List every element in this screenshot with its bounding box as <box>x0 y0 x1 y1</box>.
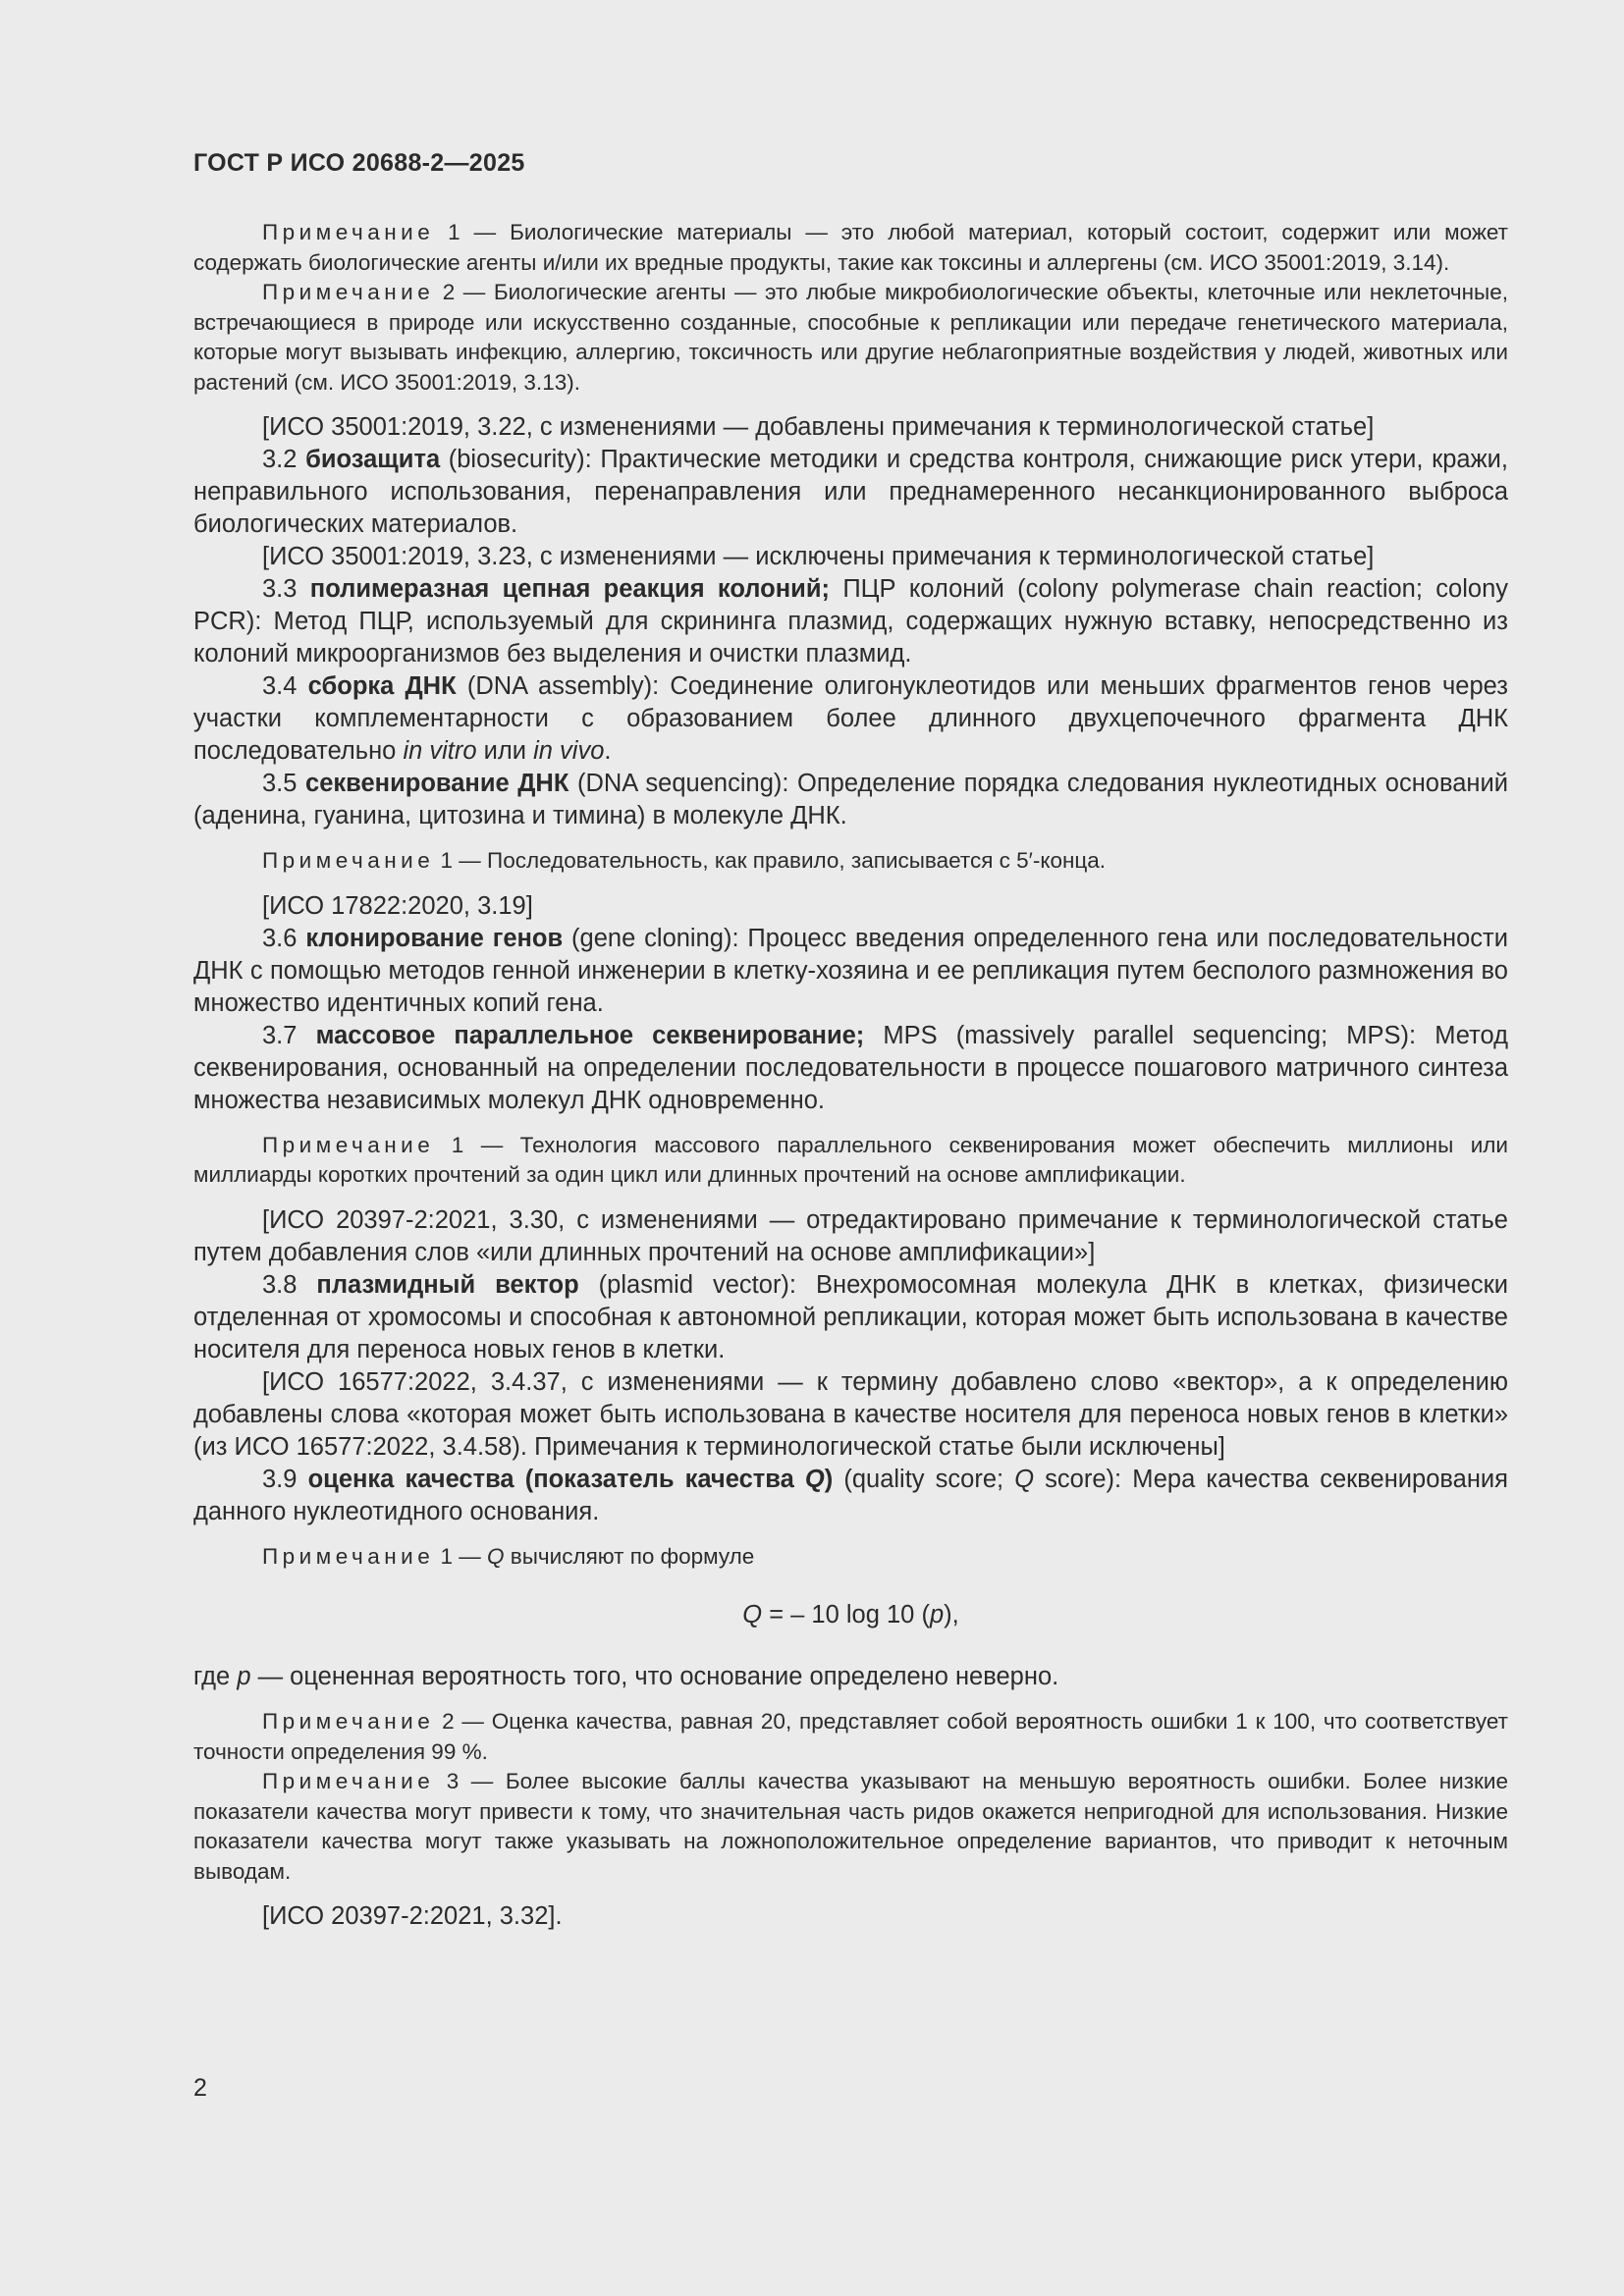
note-1: Примечание 1 — Биологические материалы — это любой материал, который состоит, содержит или может содержать биологические агенты и/или их вредные продукты, такие как токсины и аллергены (см. ИСО 35001:2019, 3.14). <box>193 220 1508 275</box>
note-3-9-2: Примечание 2 — Оценка качества, равная 20, представляет собой вероятность ошибки 1 к 100, что соответствует точности определения 99 %. <box>193 1709 1508 1764</box>
term-3-5: 3.5 секвенирование ДНК (DNA sequencing): Определение порядка следования нуклеотидных оснований (аденина, гуанина, цитозина и тимина) в молекуле ДНК. <box>193 770 1508 829</box>
term-name: оценка качества (показатель качества Q) <box>307 1465 834 1493</box>
note-label: Примечание <box>262 220 435 244</box>
term-3-7: 3.7 массовое параллельное секвенирование; MPS (massively parallel sequencing; MPS): Метод секвенирования, основанный на определении последовательности в процессе пошагового матричного синтеза множества независимых молекул ДНК одновременно. <box>193 1021 1508 1114</box>
term-3-6: 3.6 клонирование генов (gene cloning): Процесс введения определенного гена или последовательности ДНК с помощью методов генной инженерии в клетку-хозяина и ее репликация путем бесполого размножения во множество идентичных копий гена. <box>193 924 1508 1017</box>
term-name: секвенирование ДНК <box>305 770 569 797</box>
document-header: ГОСТ Р ИСО 20688-2—2025 <box>193 149 525 177</box>
term-name: биозащита <box>305 446 441 473</box>
term-name: полимеразная цепная реакция колоний; <box>309 575 830 603</box>
note-3-5: Примечание 1 — Последовательность, как правило, записывается с 5′-конца. <box>262 848 1107 873</box>
note-label: Примечание <box>262 280 435 304</box>
document-body <box>193 218 1508 1933</box>
formula: Q = – 10 log 10 (p), <box>742 1601 959 1629</box>
note-label: Примечание <box>262 1132 435 1157</box>
term-3-3: 3.3 полимеразная цепная реакция колоний; ПЦР колоний (colony polymerase chain reaction; colony PCR): Метод ПЦР, используемый для скрининга плазмид, содержащих нужную вставку, непосредственно из колоний микроорганизмов без выделения и очистки плазмид. <box>193 575 1508 667</box>
note-label: Примечание <box>262 848 435 873</box>
note-3-7: Примечание 1 — Технология массового параллельного секвенирования может обеспечить миллионы или миллиарды коротких прочтений за один цикл или длинных прочтений на основе амплификации. <box>193 1132 1508 1187</box>
source-reference: [ИСО 35001:2019, 3.23, с изменениями — исключены примечания к терминологической статье] <box>262 543 1375 570</box>
term-3-4: 3.4 сборка ДНК (DNA assembly): Соединение олигонуклеотидов или меньших фрагментов генов через участки комплементарности с образованием более длинного двухцепочечного фрагмента ДНК последовательно in vitro или in vivo. <box>193 672 1508 765</box>
page-number: 2 <box>193 2074 207 2102</box>
term-3-8: 3.8 плазмидный вектор (plasmid vector): Внехромосомная молекула ДНК в клетках, физически отделенная от хромосомы и способная к автономной репликации, которая может быть использована в качестве носителя для переноса новых генов в клетки. <box>193 1270 1508 1363</box>
note-3-9-1: Примечание 1 — Q вычисляют по формуле <box>262 1543 755 1569</box>
note-label: Примечание <box>262 1543 435 1569</box>
term-3-9: 3.9 оценка качества (показатель качества Q) (quality score; Q score): Мера качества секвенирования данного нуклеотидного основания. <box>193 1465 1508 1525</box>
source-reference: [ИСО 17822:2020, 3.19] <box>262 891 533 920</box>
term-name: клонирование генов <box>305 924 564 952</box>
term-name: массовое параллельное секвенирование; <box>315 1021 865 1049</box>
note-3-9-3: Примечание 3 — Более высокие баллы качества указывают на меньшую вероятность ошибки. Более низкие показатели качества могут привести к тому, что значительная часть ридов окажется непригодной для использования. Низкие показатели качества могут также указывать на ложноположительное определение вариантов, что приводит к неточным выводам. <box>193 1769 1508 1884</box>
note-label: Примечание <box>262 1769 435 1793</box>
term-name: плазмидный вектор <box>316 1270 579 1299</box>
note-label: Примечание <box>262 1709 435 1734</box>
source-reference: [ИСО 16577:2022, 3.4.37, с изменениями — к термину добавлено слово «вектор», а к определению добавлены слова «которая может быть использована в качестве носителя для переноса новых генов в клетки» (из ИСО 16577:2022, 3.4.58). Примечания к терминологической статье были исключены] <box>193 1367 1508 1461</box>
source-reference: [ИСО 35001:2019, 3.22, с изменениями — добавлены примечания к терминологической статье] <box>262 413 1375 441</box>
term-3-2: 3.2 биозащита (biosecurity): Практические методики и средства контроля, снижающие риск утери, кражи, неправильного использования, перенаправления или преднамеренного несанкционированного выброса биологических материалов. <box>193 446 1508 538</box>
note-2: Примечание 2 — Биологические агенты — это любые микробиологические объекты, клеточные или неклеточные, встречающиеся в природе или искусственно созданные, способные к репликации или передаче генетического материала, которые могут вызывать инфекцию, аллергию, токсичность или другие неблагоприятные воздействия у людей, животных или растений (см. ИСО 35001:2019, 3.13). <box>193 280 1508 395</box>
formula-explanation: где p — оцененная вероятность того, что основание определено неверно. <box>193 1663 1059 1690</box>
source-reference: [ИСО 20397-2:2021, 3.30, с изменениями — отредактировано примечание к терминологической статье путем добавления слов «или длинных прочтений на основе амплификации»] <box>193 1205 1508 1266</box>
source-reference: [ИСО 20397-2:2021, 3.32]. <box>262 1902 563 1930</box>
term-name: сборка ДНК <box>307 672 457 700</box>
